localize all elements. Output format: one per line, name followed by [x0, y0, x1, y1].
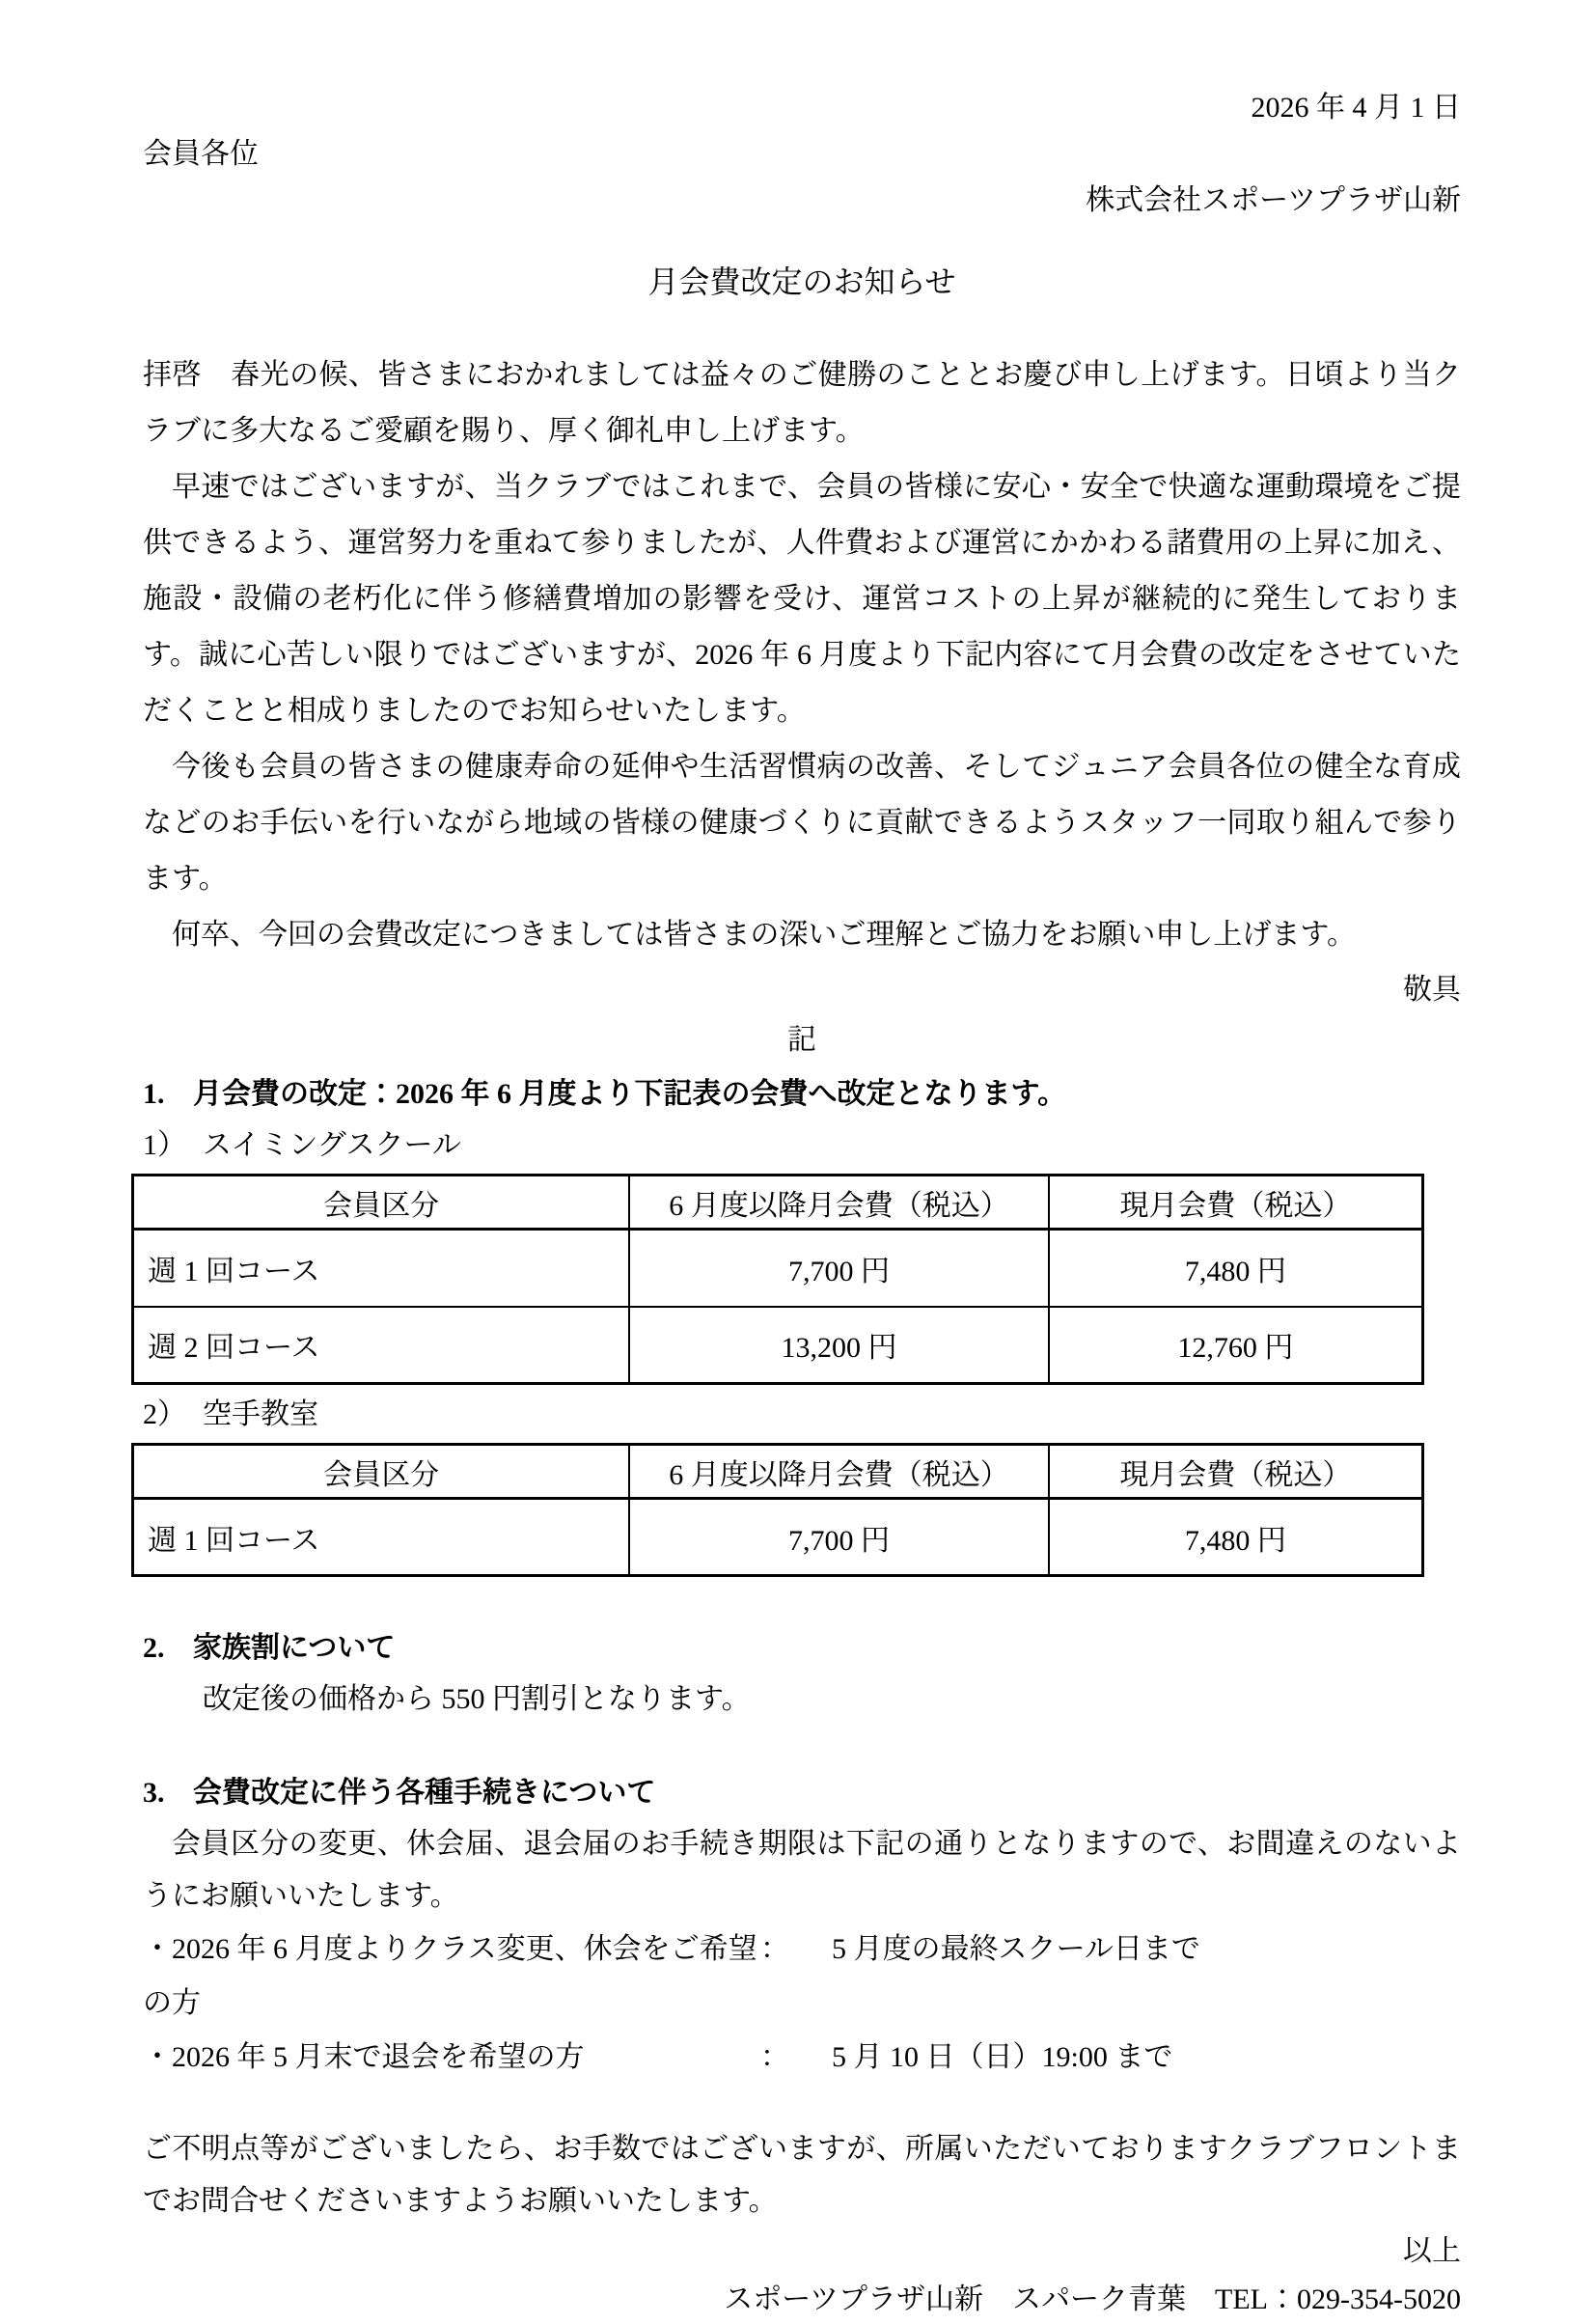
swimming-school-label: [143, 1123, 1461, 1168]
procedure-item-withdrawal: [143, 2031, 1461, 2085]
section-1-number: 1.: [143, 1078, 165, 1110]
procedure-label: ・2026 年 5 月末で退会を希望の方: [143, 2041, 585, 2073]
closing-salutation: 敬具: [1403, 974, 1461, 1006]
karate-class-label: [143, 1393, 1461, 1437]
header-current-fee: 現月会費（税込）: [1049, 1445, 1423, 1499]
section-2-heading-text: 家族割について: [193, 1632, 396, 1664]
cell-current-fee: 12,760 円: [1049, 1307, 1423, 1384]
family-discount-text: 改定後の価格から 550 円割引となります。: [203, 1683, 751, 1715]
sender-company: 株式会社スポーツプラザ山新: [1086, 184, 1461, 216]
cell-current-fee: 7,480 円: [1049, 1230, 1423, 1307]
background-paragraph: 早速ではございますが、当クラブではこれまで、会員の皆様に安心・安全で快適な運動環境をご提供できるよう、運営努力を重ねて参りましたが、人件費および運営にかかわる諸費用の上昇に加え、施設・設備の老朽化に伴う修繕費増加の影響を受け、運営コストの上昇が継続的に発生しております。誠に心苦しい限りではございますが、2026 年 6 月度より下記内容にて月会費の改定をさせていただくことと相成りましたのでお知らせいたします。: [143, 471, 1461, 727]
section-1-heading: [143, 1069, 1461, 1120]
procedure-colon: ：: [760, 1933, 789, 1965]
document-title: 月会費改定のお知らせ: [647, 264, 956, 299]
recipient: 会員各位: [143, 138, 259, 170]
greeting-paragraph: 拝啓 春光の候、皆さまにおかれましては益々のご健勝のこととお慶び申し上げます。日頃より当クラブに多大なるご愛顧を賜り、厚く御礼申し上げます。: [143, 359, 1461, 447]
section-2-heading: [143, 1623, 1461, 1674]
cell-course: 週 1 回コース: [133, 1230, 630, 1307]
swimming-fee-table: [131, 1174, 1424, 1385]
procedure-label: ・2026 年 6 月度よりクラス変更、休会をご希望の方: [143, 1933, 757, 2019]
contact-line: スポーツプラザ山新 スパーク青葉 TEL：029-354-5020: [724, 2283, 1461, 2315]
table-header-row: [133, 1445, 1423, 1499]
section-2-number: 2.: [143, 1632, 165, 1664]
section-1-heading-text: 月会費の改定：2026 年 6 月度より下記表の会費へ改定となります。: [193, 1078, 1067, 1110]
table-header-row: [133, 1176, 1423, 1230]
karate-class-label-text: 空手教室: [203, 1398, 318, 1430]
swimming-school-label-text: スイミングスクール: [203, 1129, 461, 1161]
table-row: [133, 1499, 1423, 1576]
record-marker: 記: [787, 1024, 816, 1056]
table-row: [133, 1307, 1423, 1384]
procedure-colon: ：: [760, 2041, 789, 2073]
header-member-category: 会員区分: [133, 1445, 630, 1499]
cell-course: 週 1 回コース: [133, 1499, 630, 1576]
cell-current-fee: 7,480 円: [1049, 1499, 1423, 1576]
closing-paragraph: ご不明点等がございましたら、お手数ではございますが、所属いただいておりますクラブフロントまでお問合せくださいますようお願いいたします。: [143, 2133, 1461, 2217]
header-member-category: 会員区分: [133, 1176, 630, 1230]
commitment-paragraph: 今後も会員の皆さまの健康寿命の延伸や生活習慣病の改善、そしてジュニア会員各位の健全な育成などのお手伝いを行いながら地域の皆様の健康づくりに貢献できるようスタッフ一同取り組んで参ります。: [143, 751, 1461, 895]
header-new-fee: 6 月度以降月会費（税込）: [629, 1445, 1049, 1499]
swimming-school-number: 1）: [143, 1129, 186, 1161]
end-marker: 以上: [1403, 2235, 1461, 2267]
procedure-item-class-change: [143, 1923, 1461, 2031]
procedure-deadline: 5 月度の最終スクール日まで: [832, 1933, 1200, 1965]
header-current-fee: 現月会費（税込）: [1049, 1176, 1423, 1230]
karate-fee-table: [131, 1443, 1424, 1577]
section-3-number: 3.: [143, 1777, 165, 1809]
header-new-fee: 6 月度以降月会費（税込）: [629, 1176, 1049, 1230]
request-paragraph: 何卒、今回の会費改定につきましては皆さまの深いご理解とご協力をお願い申し上げます。: [172, 919, 1356, 951]
section-3-heading: [143, 1768, 1461, 1818]
date-line: 2026 年 4 月 1 日: [1251, 92, 1461, 124]
procedure-deadline: 5 月 10 日（日）19:00 まで: [832, 2041, 1173, 2073]
cell-course: 週 2 回コース: [133, 1307, 630, 1384]
cell-new-fee: 7,700 円: [629, 1499, 1049, 1576]
procedures-text: 会員区分の変更、休会届、退会届のお手続き期限は下記の通りとなりますので、お間違えのないようにお願いいたします。: [143, 1828, 1461, 1912]
cell-new-fee: 7,700 円: [629, 1230, 1049, 1307]
section-3-heading-text: 会費改定に伴う各種手続きについて: [193, 1777, 656, 1809]
cell-new-fee: 13,200 円: [629, 1307, 1049, 1384]
table-row: [133, 1230, 1423, 1307]
karate-class-number: 2）: [143, 1398, 186, 1430]
